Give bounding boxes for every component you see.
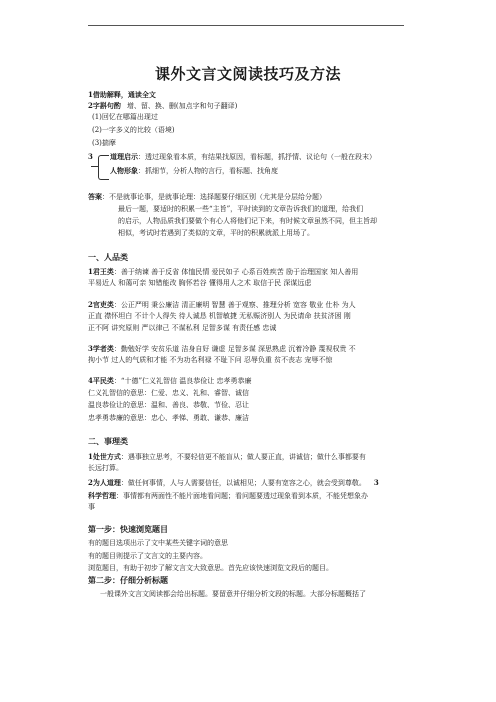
intro-item-3a-label: 道理启示 [110,152,138,161]
intro-item-2-text: 增、留、换、删(加点字和句子翻译) [126,102,238,110]
s1-p4-line-1 [88,376,251,386]
answer-line-1 [88,192,326,202]
s1-p3-line-2: 拘小节 过人的气质和才能 不为功名利禄 不耻下问 忍辱负重 贫不丧志 宠辱不惊 [88,356,333,364]
s2-p3-line-2: 事 [88,503,95,511]
intro-item-3-number: 3 [88,152,93,161]
intro-sub-2: (2)一字多义的比较（语境) [92,126,175,134]
s2-p1-line-2: 长远打算。 [88,464,123,472]
s1-p4-line-4: 忠孝勇恭廉的意思：忠心、孝悌、勇敢、谦恭、廉洁 [88,414,249,422]
s1-p4-text-1: ：“十德”仁义礼智信 温良恭俭让 忠孝勇恭廉 [113,377,252,385]
s1-p1-label: 1君王类 [88,267,114,276]
s1-p3-text-1: ：勤勉好学 安贫乐道 洁身自好 谦虚 足智多谋 深思熟虑 沉着冷静 蔑视权贵 不 [113,345,356,353]
s1-p3-label: 3学者类 [88,344,114,353]
intro-item-1: 1借助解释，通读全文 [88,90,156,99]
step-1-line-3: 浏览题目，有助于初步了解文言文大致意思。首先应该快速浏览文段后的题目。 [88,564,333,572]
s1-p4-line-2: 仁义礼智信的意思：仁爱、忠义、礼和、睿智、诚信 [88,389,249,397]
intro-sub-3: (3)揣摩 [92,139,116,147]
s2-p1-line-1 [88,452,366,462]
intro-item-2-label: 2字斟句酌 [88,101,121,110]
s2-p3-text-1: ：事情都有两面性不能片面地看问题；看问题要透过现象看到本质，不能凭想象办 [116,492,368,500]
answer-text-1: ：不是就事论事，是就事论理：选择题要仔细区别（尤其是分层给分题） [102,193,326,201]
intro-brace [98,155,109,180]
page-title: 课外文言文阅读技巧及方法 [154,65,341,83]
header-rule [88,25,404,26]
intro-item-3a [110,152,376,162]
s1-p2-line-2: 正直 襟怀坦白 不计个人得失 待人诚恳 机智敏捷 无私赈济别人 为民请命 扶贫济困 刚 [88,312,351,320]
s1-p2-label: 2官吏类 [88,300,114,309]
s2-p2-text-1: ：做任何事情，人与人需要信任，以诚相见；人要有宽容之心，就会受到尊敬。 [120,479,366,487]
s1-p1-line-2: 平易近人 和蔼可亲 知错能改 胸怀若谷 懂得用人之术 取信于民 深谋远虑 [88,279,312,287]
answer-label: 答案 [88,192,102,201]
s2-p3-label: 科学哲理 [88,491,116,500]
s1-p3-line-1 [88,344,356,354]
s1-p1-text-1: ：善于纳谏 善于反省 体恤民情 爱民如子 心系百姓疾苦 励于治理国家 知人善用 [113,268,359,276]
s1-p4-label: 4平民类 [88,376,114,385]
s2-p2-label: 2为人道理 [88,478,121,487]
answer-line-3: 的启示，人物品质我们要做个有心人将他们记下来，有时候文章虽然不同，但主旨却 [118,217,377,225]
intro-item-2 [88,101,237,111]
intro-item-3b-label: 人物形象 [110,166,138,175]
s1-p2-text-1: ：公正严明 秉公廉洁 清正廉明 智慧 善于观察、推理分析 宽容 敬业 仕朴 为人 [113,301,356,309]
s2-p3-line-1 [88,491,368,501]
s1-p2-line-3: 正不阿 讲究原则 严以律己 不谋私利 足智多谋 有责任感 忠诚 [88,324,277,332]
section-2-heading: 二、事理类 [88,436,128,446]
step-2-heading: 第二步：仔细分析标题 [88,575,168,585]
answer-line-2: 最后一题，要适时的积累一些“主旨”，平时读到的文章告诉我们的道理，给我们 [118,205,364,213]
intro-item-3b [110,166,278,176]
s2-p3-number: 3 [373,478,379,487]
intro-item-3a-text: ：透过现象看本质，有结果找原因，看标题，抓抒情、议论句（一般在段末） [138,153,376,161]
s1-p4-line-3: 温良恭俭让的意思：温和、善良、恭敬、节俭、忍让 [88,401,249,409]
s2-p2-line-1 [88,478,379,488]
step-1-line-2: 有的题目则提示了文言文的主要内容。 [88,552,207,560]
s2-p1-label: 1处世方式 [88,452,121,461]
intro-sub-1: (1)回忆在哪篇出现过 [92,113,158,121]
s1-p1-line-1 [88,267,358,277]
step-1-line-1: 有的题目选项出示了文中某些关键字词的意思 [88,539,228,547]
s2-p1-text-1: ：遇事独立思考，不要轻信更不能盲从；做人要正直，讲诚信；做什么事都要有 [120,453,366,461]
step-1-heading: 第一步：快速浏览题目 [88,524,168,534]
answer-line-4: 相似，考试时若遇到了类似的文章，平时的积累就派上用场了。 [118,229,314,237]
step-2-line-1: 一般课外文言文阅读都会给出标题。要留意并仔细分析文段的标题。大部分标题概括了 [100,590,366,598]
intro-item-3b-text: ：抓细节，分析人物的言行，看标题、找角度 [138,167,278,175]
s1-p2-line-1 [88,300,356,310]
intro-brace-tick [91,166,98,167]
section-1-heading: 一、人品类 [88,252,128,262]
